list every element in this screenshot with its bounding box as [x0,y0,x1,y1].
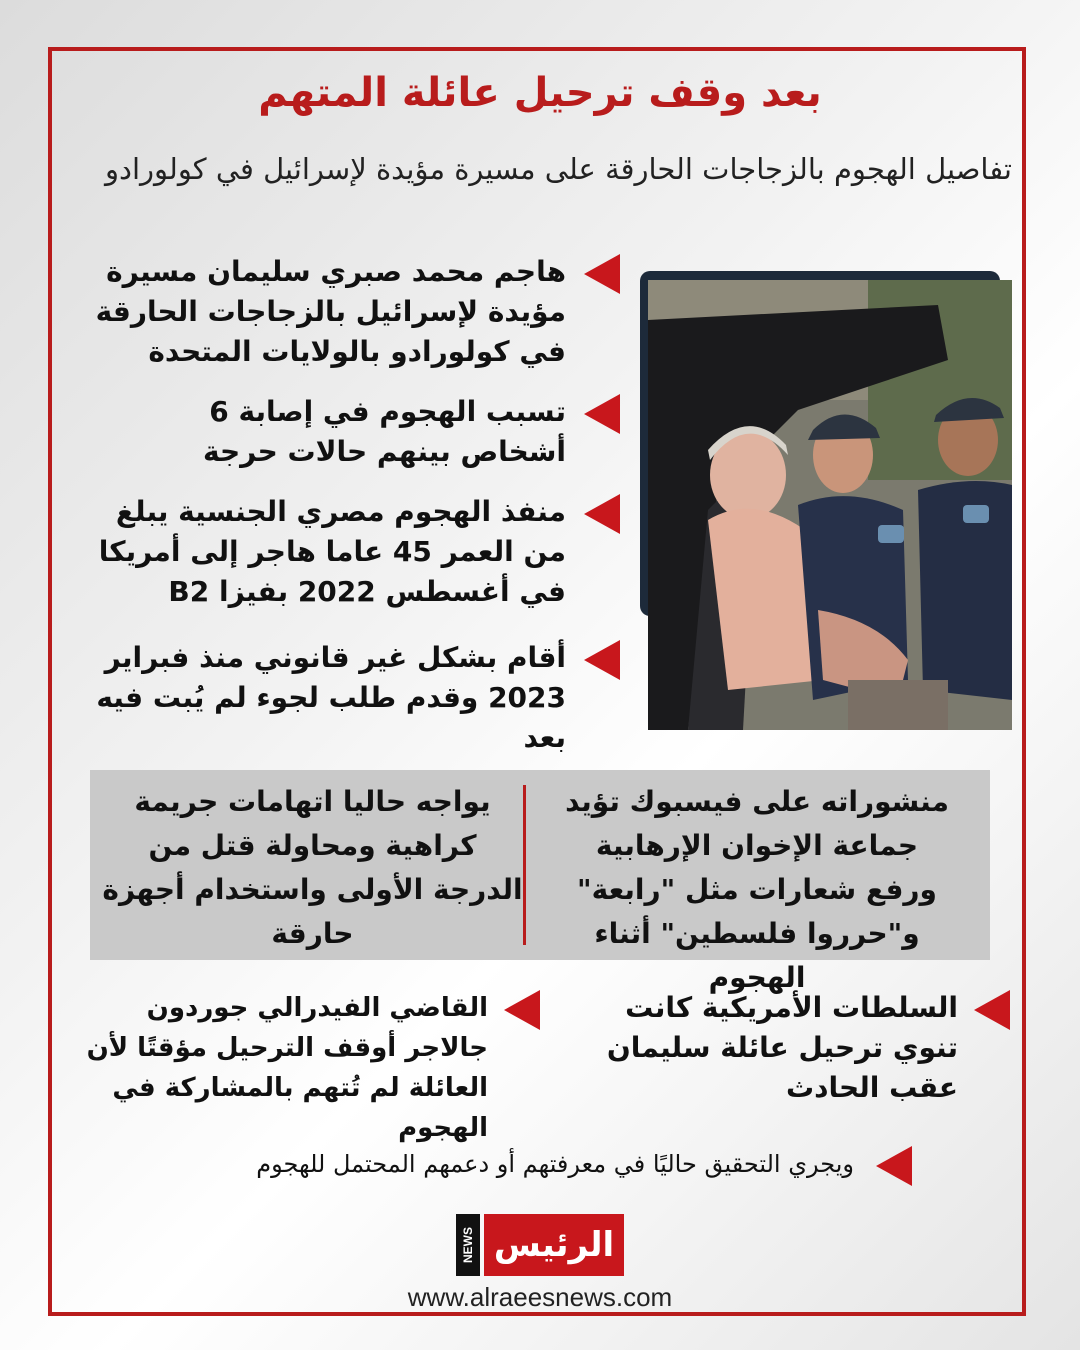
bullet-text: القاضي الفيدرالي جوردون جالاجر أوقف الترحيل مؤقتًا لأن العائلة لم تُتهم بالمشاركة في الهجوم [86,993,488,1143]
bullet-judge-ruling [55,988,540,1148]
bullet-perpetrator [60,492,620,612]
website-url[interactable]: www.alraeesnews.com [407,1282,673,1312]
facts-box-right: منشوراته على فيسبوك تؤيد جماعة الإخوان الإرهابية ورفع شعارات مثل "رابعة" و"حرروا فلسطين" أثناء الهجوم [565,785,949,994]
bullet-residency [60,638,620,758]
bullet-investigation [232,1144,912,1186]
facts-box-left: يواجه حاليا اتهامات جريمة كراهية ومحاولة قتل من الدرجة الأولى واستخدام أجهزة حارقة [102,785,523,950]
bullet-triangle-icon [974,990,1010,1030]
bullet-triangle-icon [584,640,620,680]
page-title: بعد وقف ترحيل عائلة المتهم [258,70,822,116]
bullet-triangle-icon [504,990,540,1030]
logo-brand-name: الرئيس [484,1214,624,1276]
bullet-text: تسبب الهجوم في إصابة 6 أشخاص بينهم حالات حرجة [203,395,566,468]
logo-news-tag: NEWS [456,1214,480,1276]
bullet-triangle-icon [584,394,620,434]
page-subtitle: تفاصيل الهجوم بالزجاجات الحارقة على مسيرة مؤيدة لإسرائيل في كولورادو [105,152,1012,186]
bullet-deportation-plan [550,988,1010,1108]
bullet-text: منفذ الهجوم مصري الجنسية يبلغ من العمر 45 عاما هاجر إلى أمريكا في أغسطس 2022 بفيزا B2 [98,495,566,608]
bullet-text: أقام بشكل غير قانوني منذ فبراير 2023 وقدم طلب لجوء لم يُبت فيه بعد [96,641,566,754]
bullet-text: هاجم محمد صبري سليمان مسيرة مؤيدة لإسرائيل بالزجاجات الحارقة في كولورادو بالولايات المتحدة [95,255,566,368]
bullet-attack [60,252,620,372]
bullet-text: ويجري التحقيق حاليًا في معرفتهم أو دعمهم المحتمل للهجوم [256,1150,854,1178]
facts-box-divider [523,785,526,945]
bullet-triangle-icon [584,494,620,534]
facts-box [90,770,990,994]
bullet-triangle-icon [584,254,620,294]
bullet-triangle-icon [876,1146,912,1186]
arrest-photo [648,280,1012,730]
arrest-photo-illustration [648,280,1012,730]
brand-logo [456,1214,624,1276]
bullet-injuries [60,392,620,472]
bullet-text: السلطات الأمريكية كانت تنوي ترحيل عائلة سليمان عقب الحادث [606,991,958,1104]
